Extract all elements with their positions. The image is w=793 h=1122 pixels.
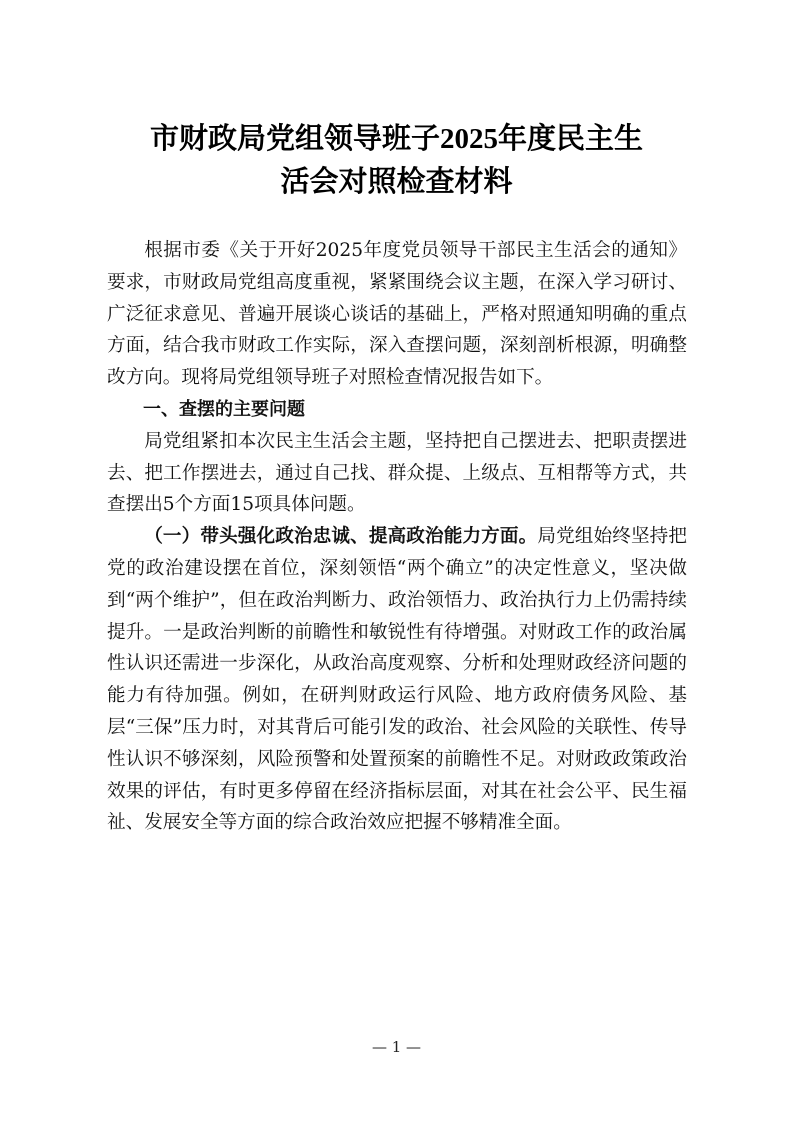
- subsection-1-paragraph: [107, 521, 687, 839]
- document-title-line-1: 市财政局党组领导班子2025年度民主生: [149, 123, 643, 155]
- subsection-1-heading: （一）带头强化政治忠诚、提高政治能力方面。: [144, 526, 538, 548]
- subsection-1-text: 局党组始终坚持把党的政治建设摆在首位，深刻领悟“两个确立”的决定性意义，坚决做到“两个维护”，但在政治判断力、政治领悟力、政治执行力上仍需持续提升。一是政治判断的前瞻性和敏锐性有待增强。对财政工作的政治属性认识还需进一步深化，从政治高度观察、分析和处理财政经济问题的能力有待加强。例如，在研判财政运行风险、地方政府债务风险、基层“三保”压力时，对其背后可能引发的政治、社会风险的关联性、传导性认识不够深刻，风险预警和处置预案的前瞻性不足。对财政政策政治效果的评估，有时更多停留在经济指标层面，对其在社会公平、民生福祉、发展安全等方面的综合政治效应把握不够精准全面。: [107, 526, 687, 834]
- page-number: — 1 —: [371, 1038, 422, 1056]
- intro-paragraph: 根据市委《关于开好2025年度党员领导干部民主生活会的通知》要求，市财政局党组高度重视，紧紧围绕会议主题，在深入学习研讨、广泛征求意见、普遍开展谈心谈话的基础上，严格对照通知明确的重点方面，结合我市财政工作实际，深入查摆问题，深刻剖析根源，明确整改方向。现将局党组领导班子对照检查情况报告如下。: [107, 240, 687, 389]
- document-title-line-2: 活会对照检查材料: [280, 166, 513, 198]
- section-1-paragraph: 局党组紧扣本次民主生活会主题，坚持把自己摆进去、把职责摆进去、把工作摆进去，通过自己找、群众提、上级点、互相帮等方式，共查摆出5个方面15项具体问题。: [107, 430, 687, 516]
- document-body: [107, 235, 687, 839]
- section-1-heading: 一、查摆的主要问题: [143, 398, 305, 420]
